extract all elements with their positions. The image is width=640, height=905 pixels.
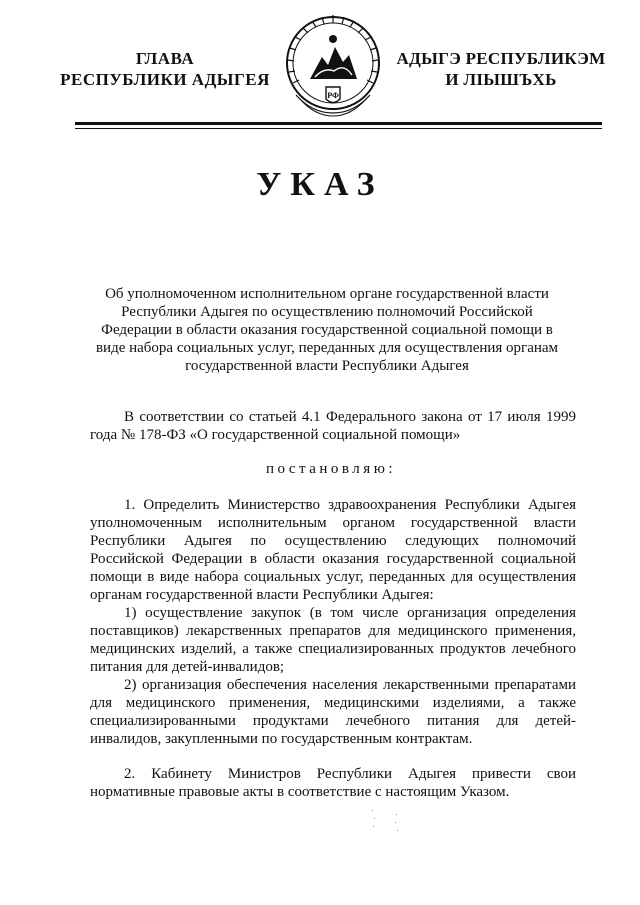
item-1-sub-1: 1) осуществление закупок (в том числе организация определения поставщиков) лекарственных препаратов для медицинского применения, медицинских изделий, а также специализированных продуктов лечебного питания для детей-инвалидов; (90, 605, 576, 675)
emblem-shield-text: РФ (327, 91, 339, 100)
issuer-title-russian (40, 48, 290, 90)
decree-item-2-block (90, 765, 576, 801)
issuer-line-adyghe-2: И ЛІЫШЪХЬ (445, 70, 557, 89)
preamble-text: В соответствии со статьей 4.1 Федерального закона от 17 июля 1999 года № 178-ФЗ «О государственной социальной помощи» (90, 409, 576, 443)
item-2: 2. Кабинету Министров Республики Адыгея привести свои нормативные правовые акты в соответствие с настоящим Указом. (90, 766, 576, 800)
issuer-title-adyghe (392, 48, 610, 90)
item-1: 1. Определить Министерство здравоохранения Республики Адыгея уполномоченным исполнительным органом государственной власти Республики Адыгея по осуществлению следующих полномочий Российской Федерации в области оказания государственной социальной помощи в виде набора социальных услуг, переданных для осуществления органам государственной власти Республики Адыгея: (90, 497, 576, 603)
issuer-line-1: ГЛАВА (135, 49, 195, 68)
preamble (90, 408, 576, 444)
coat-of-arms-icon (282, 13, 384, 121)
document-title: УКАЗ (256, 166, 384, 203)
item-1-sub-2: 2) организация обеспечения населения лекарственными препаратами для медицинского применения, медицинскими изделиями, а также специализированными продуктами лечебного питания для детей-инвалидов, закупленными по государственным контрактам. (90, 677, 576, 747)
decree-items (90, 496, 576, 748)
issuer-line-adyghe-1: АДЫГЭ РЕСПУБЛИКЭМ (396, 49, 606, 68)
header-rule-thick (75, 122, 602, 125)
decree-word: постановляю: (265, 461, 397, 477)
header-rule-thin (75, 128, 602, 129)
document-subject: Об уполномоченном исполнительном органе государственной власти Республики Адыгея по осуществлению полномочий Российской Федерации в области оказания государственной социальной помощи в виде набора социальных услуг, переданных для осуществления органам государственной власти Республики Адыгея (95, 286, 559, 374)
scan-noise (368, 808, 408, 838)
issuer-line-2: РЕСПУБЛИКИ АДЫГЕЯ (60, 70, 270, 89)
